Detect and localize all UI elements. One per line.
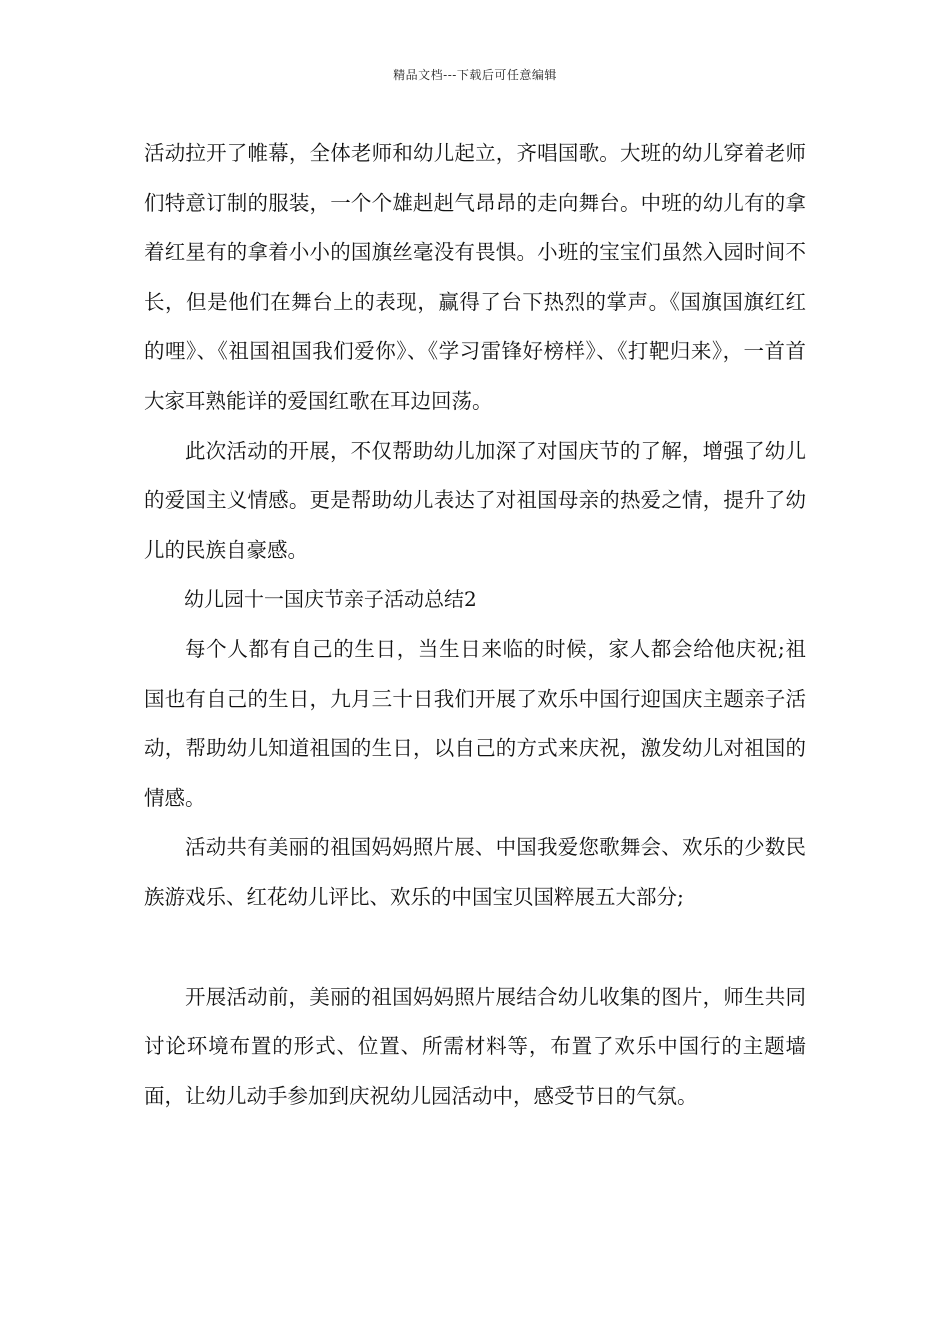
document-body — [144, 129, 806, 1121]
paragraph-activity-parts: 活动共有美丽的祖国妈妈照片展、中国我爱您歌舞会、欢乐的少数民族游戏乐、红花幼儿评比、欢乐的中国宝贝国粹展五大部分; — [144, 835, 806, 909]
page-header: 精品文档---下载后可任意编辑 — [393, 68, 557, 82]
paragraph-activity-performance: 活动拉开了帷幕，全体老师和幼儿起立，齐唱国歌。大班的幼儿穿着老师们特意订制的服装，一个个雄赳赳气昂昂的走向舞台。中班的幼儿有的拿着红星有的拿着小小的国旗丝毫没有畏惧。小班的宝宝们虽然入园时间不长，但是他们在舞台上的表现，赢得了台下热烈的掌声。《国旗国旗红红的哩》、《祖国祖国我们爱你》、《学习雷锋好榜样》、《打靶归来》，一首首大家耳熟能详的爱国红歌在耳边回荡。 — [144, 141, 806, 413]
paragraph-gap — [144, 923, 806, 973]
section-heading: 幼儿园十一国庆节亲子活动总结2 — [184, 587, 477, 612]
paragraph-preparation: 开展活动前，美丽的祖国妈妈照片展结合幼儿收集的图片，师生共同讨论环境布置的形式、位置、所需材料等，布置了欢乐中国行的主题墙面，让幼儿动手参加到庆祝幼儿园活动中，感受节日的气氛。 — [144, 984, 806, 1108]
paragraph-activity-significance: 此次活动的开展，不仅帮助幼儿加深了对国庆节的了解，增强了幼儿的爱国主义情感。更是帮助幼儿表达了对祖国母亲的热爱之情，提升了幼儿的民族自豪感。 — [144, 438, 806, 562]
paragraph-birthday-intro: 每个人都有自己的生日，当生日来临的时候，家人都会给他庆祝;祖国也有自己的生日，九月三十日我们开展了欢乐中国行迎国庆主题亲子活动，帮助幼儿知道祖国的生日，以自己的方式来庆祝，激发幼儿对祖国的情感。 — [144, 636, 806, 810]
